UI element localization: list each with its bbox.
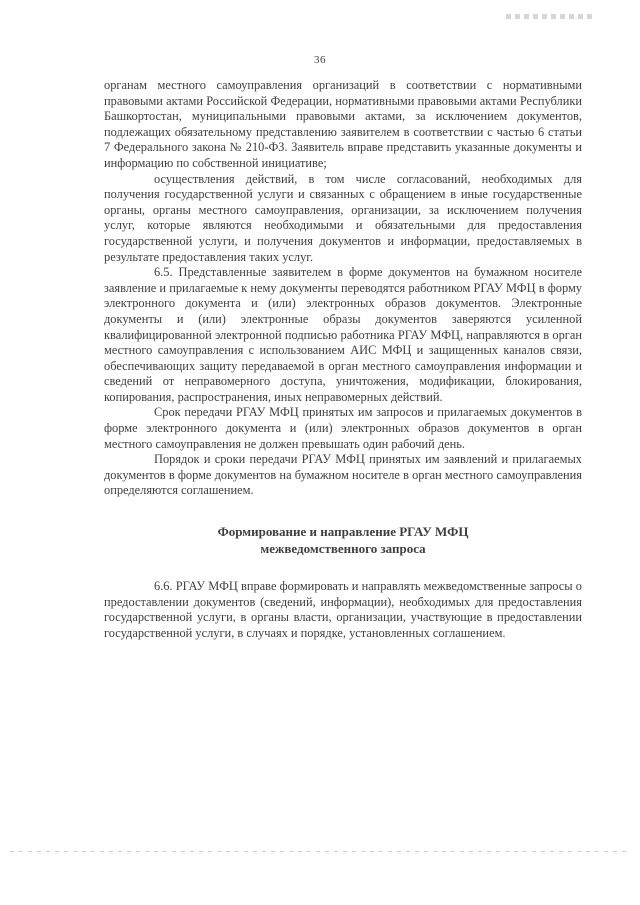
section-heading [104,523,582,557]
section-heading-line-1: Формирование и направление РГАУ МФЦ [217,524,469,540]
paragraph-continuation: органам местного самоуправления организаций в соответствии с нормативными правовыми актами Российской Федерации, нормативными правовыми актами Республики Башкортостан, муниципальными правовыми актами, за исключением документов, подлежащих обязательному представлению заявителем в соответствии с частью 6 статьи 7 Федерального закона № 210-ФЗ. Заявитель вправе представить указанные документы и информацию по собственной инициативе; [104,78,582,170]
scan-artifact [506,14,596,19]
paragraph-actions: осуществления действий, в том числе согласований, необходимых для получения государственной услуги и связанных с обращением в иные государственные органы, органы местного самоуправления, организации, за исключением получения услуг, которые являются необходимыми и обязательными для предоставления государственной услуги, и получения документов и информации, предоставляемых в результате предоставления таких услуг. [104,171,582,264]
section-heading-line-2: межведомственного запроса [260,541,426,557]
paragraph-6-6: 6.6. РГАУ МФЦ вправе формировать и направлять межведомственные запросы о предоставлении документов (сведений, информации), необходимых для предоставления государственной услуги, в органы власти, организации, участвующие в предоставлении государственной услуги, в случаях и порядке, установленных соглашением. [104,579,582,640]
page-body [104,78,582,641]
paragraph-6-5: 6.5. Представленные заявителем в форме документов на бумажном носителе заявление и прилагаемые к нему документы переводятся работником РГАУ МФЦ в форму электронного документа и (или) электронных образов документов. Электронные документы и (или) электронные образы документов заверяются усиленной квалифицированной электронной подписью работника РГАУ МФЦ, направляются в орган местного самоуправления с использованием АИС МФЦ и защищенных каналов связи, обеспечивающих защиту передаваемой в орган местного самоуправления информации и сведений от неправомерного доступа, уничтожения, модификации, блокирования, копирования, распространения, иных неправомерных действий. [104,265,582,404]
scan-bottom-artifact [10,851,630,852]
paragraph-transfer-term: Срок передачи РГАУ МФЦ принятых им запросов и прилагаемых документов в форме электронного документа и (или) электронных образов документов в орган местного самоуправления не должен превышать один рабочий день. [104,405,582,451]
paragraph-transfer-order: Порядок и сроки передачи РГАУ МФЦ принятых им заявлений и прилагаемых документов в форме документов на бумажном носителе в орган местного самоуправления определяются соглашением. [104,452,582,498]
page-number: 36 [314,54,326,66]
